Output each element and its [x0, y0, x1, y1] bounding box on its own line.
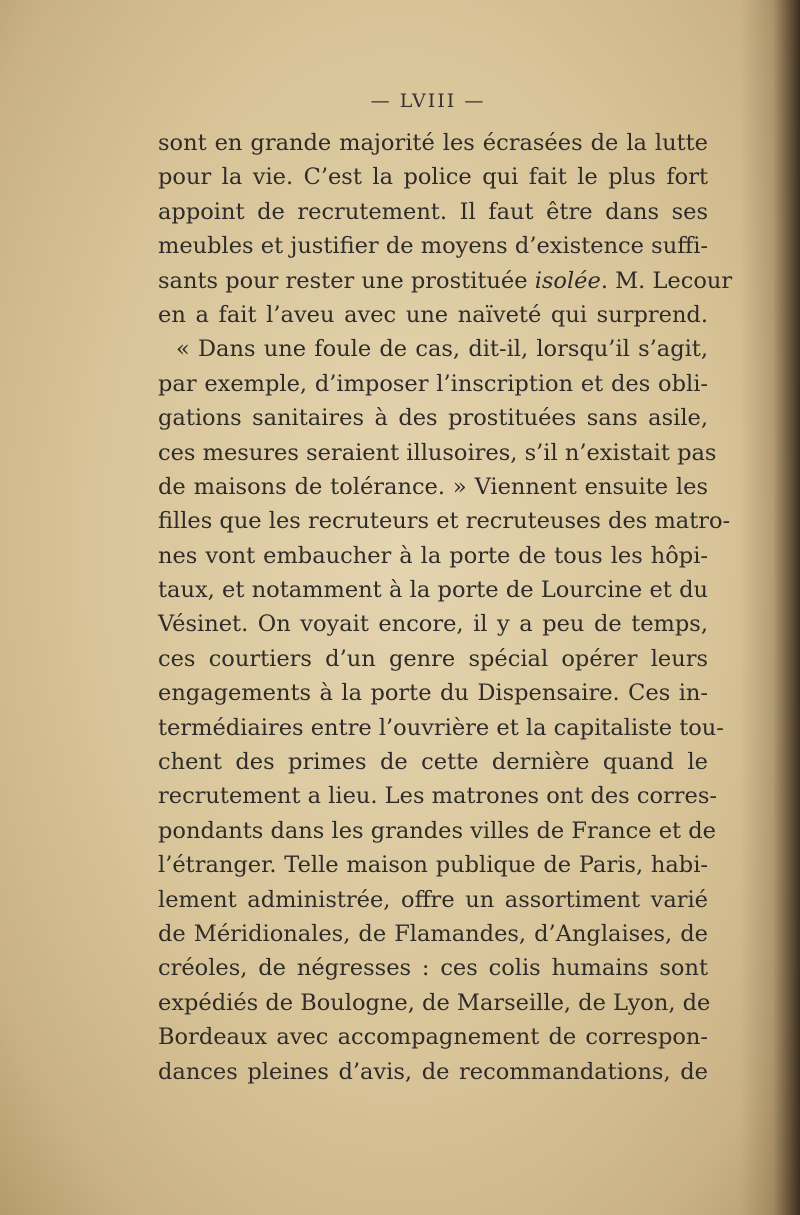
- page-edge-shadow: [740, 0, 800, 1215]
- text-line: de maisons de tolérance. » Viennent ensuite les: [158, 473, 708, 500]
- text-line: par exemple, d’imposer l’inscription et des obli-: [158, 370, 708, 397]
- text-line: sants pour rester une prostituée isolée. M. Lecour: [158, 267, 733, 294]
- page-number: — LVIII —: [370, 90, 486, 112]
- text-line: filles que les recruteurs et recruteuses des matro-: [158, 508, 731, 535]
- text-line: recrutement a lieu. Les matrones ont des corres-: [158, 783, 718, 810]
- text-line: appoint de recrutement. Il faut être dans ses: [158, 198, 708, 225]
- text-line: lement administrée, offre un assortiment varié: [158, 886, 708, 913]
- text-line: gations sanitaires à des prostituées sans asile,: [158, 405, 708, 432]
- text-line: Bordeaux avec accompagnement de correspon-: [158, 1024, 708, 1051]
- text-line: de Méridionales, de Flamandes, d’Anglaises, de: [158, 920, 708, 947]
- text-line: ces mesures seraient illusoires, s’il n’existait pas: [158, 439, 717, 466]
- text-line: Vésinet. On voyait encore, il y a peu de temps,: [158, 611, 708, 638]
- text-line: expédiés de Boulogne, de Marseille, de Lyon, de: [158, 989, 711, 1016]
- text-line: taux, et notamment à la porte de Lourcine et du: [158, 577, 708, 604]
- text-line: sont en grande majorité les écrasées de la lutte: [158, 130, 708, 156]
- text-line: pour la vie. C’est la police qui fait le plus fort: [158, 164, 708, 191]
- text-line: dances pleines d’avis, de recommandations, de: [158, 1058, 708, 1085]
- text-line: meubles et justifier de moyens d’existence suffi-: [158, 233, 708, 260]
- italic-word: isolée: [534, 267, 601, 294]
- text-line: « Dans une foule de cas, dit-il, lorsqu’il s’agit,: [176, 336, 708, 363]
- text-line: termédiaires entre l’ouvrière et la capitaliste tou-: [158, 714, 724, 741]
- text-line: créoles, de négresses : ces colis humains sont: [158, 955, 708, 982]
- text-line: nes vont embaucher à la porte de tous les hôpi-: [158, 542, 708, 569]
- body-text: [158, 126, 733, 1089]
- text-line: en a fait l’aveu avec une naïveté qui surprend.: [158, 301, 708, 328]
- text-line: l’étranger. Telle maison publique de Paris, habi-: [158, 852, 708, 879]
- text-line: pondants dans les grandes villes de France et de: [158, 817, 716, 844]
- text-line: engagements à la porte du Dispensaire. Ces in-: [158, 680, 708, 707]
- text-line: ces courtiers d’un genre spécial opérer leurs: [158, 645, 708, 672]
- text-line: chent des primes de cette dernière quand le: [158, 749, 708, 776]
